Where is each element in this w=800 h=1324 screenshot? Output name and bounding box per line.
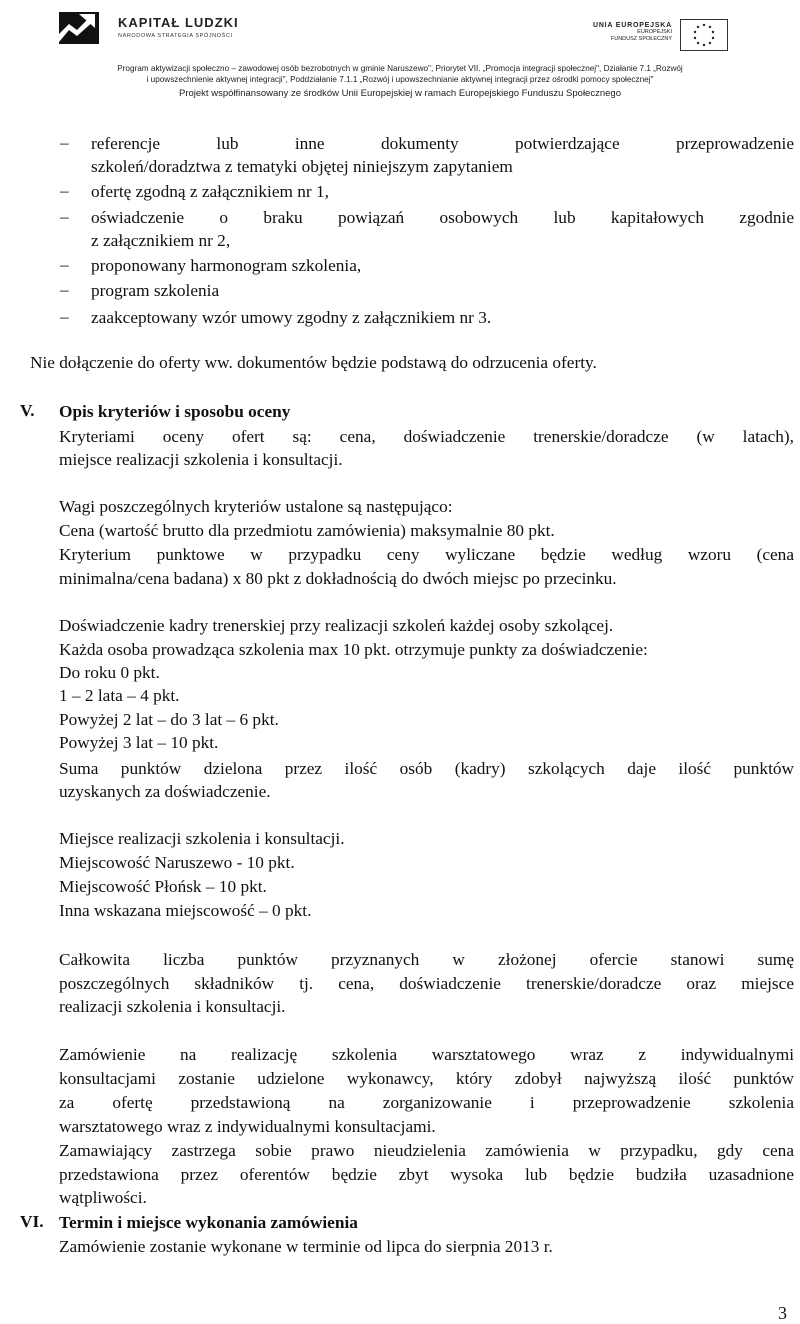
section-5-p6-line-6: przedstawiona przez oferentów będzie zbyt wysoka lub będzie budziła uzasadnione <box>59 1165 794 1184</box>
rejection-note: Nie dołączenie do oferty ww. dokumentów będzie podstawą do odrzucenia oferty. <box>30 353 597 372</box>
section-5-p6-line-3: za ofertę przedstawioną na zorganizowanie i przeprowadzenie szkolenia <box>59 1093 794 1112</box>
section-5-p3-line-2: Każda osoba prowadząca szkolenia max 10 pkt. otrzymuje punkty za doświadczenie: <box>59 640 648 659</box>
section-5-p1-line-1: Kryteriami oceny ofert są: cena, doświadczenie trenerskie/doradcze (w latach), <box>59 427 794 446</box>
list-dash: – <box>60 255 69 274</box>
section-5-p4-line-4: Inna wskazana miejscowość – 0 pkt. <box>59 901 312 920</box>
list-item-2: ofertę zgodną z załącznikiem nr 1, <box>91 182 329 201</box>
eu-flag-icon <box>680 19 728 51</box>
page-number: 3 <box>778 1303 787 1323</box>
list-dash: – <box>60 181 69 200</box>
section-5-title: Opis kryteriów i sposobu oceny <box>59 402 291 421</box>
list-item-4: proponowany harmonogram szkolenia, <box>91 256 362 275</box>
section-5-p3-line-4: 1 – 2 lata – 4 pkt. <box>59 686 180 705</box>
list-item-1-line-1: referencje lub inne dokumenty potwierdzające przeprowadzenie <box>91 134 794 153</box>
section-5-p6-line-7: wątpliwości. <box>59 1188 147 1207</box>
list-item-3-line-2: z załącznikiem nr 2, <box>91 231 231 250</box>
section-5-p3-line-5: Powyżej 2 lat – do 3 lat – 6 pkt. <box>59 710 279 729</box>
section-5-p6-line-2: konsultacjami zostanie udzielone wykonawcy, który zdobył najwyższą ilość punktów <box>59 1069 794 1088</box>
section-5-p4-line-2: Miejscowość Naruszewo - 10 pkt. <box>59 853 295 872</box>
section-5-p3-line-8: uzyskanych za doświadczenie. <box>59 782 271 801</box>
list-item-1-line-2: szkoleń/doradztwa z tematyki objętej niniejszym zapytaniem <box>91 157 513 176</box>
section-5-p3-line-7: Suma punktów dzielona przez ilość osób (kadry) szkolących daje ilość punktów <box>59 759 794 778</box>
list-dash: – <box>60 307 69 326</box>
section-5-p5-line-3: realizacji szkolenia i konsultacji. <box>59 997 286 1016</box>
section-5-p6-line-4: warsztatowego wraz z indywidualnymi konsultacjami. <box>59 1117 436 1136</box>
section-5-p4-line-1: Miejsce realizacji szkolenia i konsultacji. <box>59 829 345 848</box>
ue-fund-line1: EUROPEJSKI <box>637 29 672 35</box>
list-dash: – <box>60 133 69 152</box>
section-5-p3-line-1: Doświadczenie kadry trenerskiej przy realizacji szkoleń każdej osoby szkolącej. <box>59 616 614 635</box>
list-item-3-line-1: oświadczenie o braku powiązań osobowych lub kapitałowych zgodnie <box>91 208 794 227</box>
section-5-number: V. <box>20 401 35 420</box>
section-5-p3-line-6: Powyżej 3 lat – 10 pkt. <box>59 733 219 752</box>
ue-fund-line2: FUNDUSZ SPOŁECZNY <box>610 36 672 42</box>
program-line-2: i upowszechnienie aktywnej integracji", Poddziałanie 7.1.1 „Rozwój i upowszechnianie aktywnej integracji przez ośrodki pomocy społecznej" <box>146 75 654 84</box>
kapital-ludzki-logo <box>55 10 100 46</box>
section-6-title: Termin i miejsce wykonania zamówienia <box>59 1213 358 1232</box>
section-5-p2-line-4: minimalna/cena badana) x 80 pkt z dokładnością do dwóch miejsc po przecinku. <box>59 569 617 588</box>
list-dash: – <box>60 280 69 299</box>
list-item-6: zaakceptowany wzór umowy zgodny z załącznikiem nr 3. <box>91 308 492 327</box>
section-6-number: VI. <box>20 1212 44 1231</box>
section-5-p3-line-3: Do roku 0 pkt. <box>59 663 160 682</box>
section-5-p5-line-1: Całkowita liczba punktów przyznanych w złożonej ofercie stanowi sumę <box>59 950 794 969</box>
logo-left-title: KAPITAŁ LUDZKI <box>118 15 239 30</box>
ue-name: UNIA EUROPEJSKA <box>592 22 672 29</box>
section-5-p4-line-3: Miejscowość Płońsk – 10 pkt. <box>59 877 267 896</box>
cofinancing-line: Projekt współfinansowany ze środków Unii Europejskiej w ramach Europejskiego Funduszu Społecznego <box>179 88 621 99</box>
logo-right-text <box>593 22 672 43</box>
list-item-5: program szkolenia <box>91 281 220 300</box>
section-5-p5-line-2: poszczególnych składników tj. cena, doświadczenie trenerskie/doradcze oraz miejsce <box>59 974 794 993</box>
section-5-p6-line-5: Zamawiający zastrzega sobie prawo nieudzielenia zamówienia w przypadku, gdy cena <box>59 1141 794 1160</box>
section-5-p1-line-2: miejsce realizacji szkolenia i konsultacji. <box>59 450 343 469</box>
list-dash: – <box>60 207 69 226</box>
logo-left-subtitle: NARODOWA STRATEGIA SPÓJNOŚCI <box>118 33 233 39</box>
section-5-p6-line-1: Zamówienie na realizację szkolenia warsztatowego wraz z indywidualnymi <box>59 1045 794 1064</box>
section-5-p2-line-1: Wagi poszczególnych kryteriów ustalone są następująco: <box>59 497 453 516</box>
program-line-1: Program aktywizacji społeczno – zawodowej osób bezrobotnych w gminie Naruszewo", Priorytet VII. „Promocja integracji społecznej", Działanie 7.1 „Rozwój <box>117 64 683 73</box>
section-6-p1: Zamówienie zostanie wykonane w terminie od lipca do sierpnia 2013 r. <box>59 1237 553 1256</box>
section-5-p2-line-3: Kryterium punktowe w przypadku ceny wyliczane będzie według wzoru (cena <box>59 545 794 564</box>
section-5-p2-line-2: Cena (wartość brutto dla przedmiotu zamówienia) maksymalnie 80 pkt. <box>59 521 555 540</box>
